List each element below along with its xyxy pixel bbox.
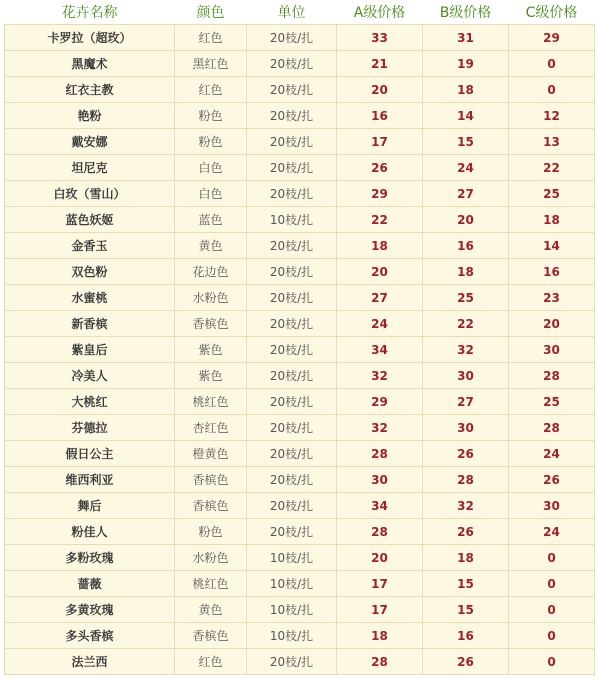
table-row [5,597,595,623]
a-price-cell: 21 [337,51,423,77]
header-b-price: B级价格 [423,0,509,25]
color-cell: 香槟色 [175,493,247,519]
a-price-cell: 17 [337,597,423,623]
color-cell: 红色 [175,25,247,51]
table-row [5,51,595,77]
b-price-cell: 19 [423,51,509,77]
a-price-cell: 32 [337,363,423,389]
b-price-cell: 26 [423,649,509,675]
unit-cell: 20枝/扎 [247,389,337,415]
b-price-cell: 30 [423,415,509,441]
unit-cell: 20枝/扎 [247,77,337,103]
b-price-cell: 15 [423,571,509,597]
b-price-cell: 15 [423,597,509,623]
unit-cell: 20枝/扎 [247,415,337,441]
c-price-cell: 28 [509,415,595,441]
table-row [5,155,595,181]
a-price-cell: 24 [337,311,423,337]
flower-name-cell: 维西利亚 [5,467,175,493]
c-price-cell: 29 [509,25,595,51]
c-price-cell: 30 [509,493,595,519]
unit-cell: 10枝/扎 [247,623,337,649]
c-price-cell: 26 [509,467,595,493]
c-price-cell: 28 [509,363,595,389]
flower-name-cell: 坦尼克 [5,155,175,181]
color-cell: 白色 [175,181,247,207]
flower-name-cell: 新香槟 [5,311,175,337]
color-cell: 水粉色 [175,285,247,311]
table-row [5,519,595,545]
table-row [5,389,595,415]
unit-cell: 20枝/扎 [247,25,337,51]
header-a-price: A级价格 [337,0,423,25]
b-price-cell: 18 [423,545,509,571]
c-price-cell: 0 [509,545,595,571]
table-row [5,623,595,649]
color-cell: 粉色 [175,103,247,129]
table-row [5,285,595,311]
table-row [5,493,595,519]
unit-cell: 20枝/扎 [247,129,337,155]
b-price-cell: 32 [423,337,509,363]
flower-name-cell: 双色粉 [5,259,175,285]
flower-name-cell: 红衣主教 [5,77,175,103]
a-price-cell: 17 [337,129,423,155]
a-price-cell: 33 [337,25,423,51]
table-row [5,415,595,441]
c-price-cell: 12 [509,103,595,129]
unit-cell: 20枝/扎 [247,493,337,519]
b-price-cell: 24 [423,155,509,181]
c-price-cell: 14 [509,233,595,259]
color-cell: 黄色 [175,233,247,259]
table-row [5,363,595,389]
b-price-cell: 16 [423,623,509,649]
b-price-cell: 32 [423,493,509,519]
color-cell: 香槟色 [175,467,247,493]
unit-cell: 10枝/扎 [247,207,337,233]
a-price-cell: 29 [337,181,423,207]
c-price-cell: 30 [509,337,595,363]
c-price-cell: 0 [509,77,595,103]
a-price-cell: 28 [337,441,423,467]
unit-cell: 20枝/扎 [247,51,337,77]
color-cell: 香槟色 [175,311,247,337]
table-row [5,103,595,129]
c-price-cell: 18 [509,207,595,233]
unit-cell: 20枝/扎 [247,233,337,259]
a-price-cell: 34 [337,493,423,519]
c-price-cell: 22 [509,155,595,181]
flower-name-cell: 黑魔术 [5,51,175,77]
color-cell: 桃红色 [175,389,247,415]
flower-name-cell: 假日公主 [5,441,175,467]
c-price-cell: 24 [509,441,595,467]
color-cell: 香槟色 [175,623,247,649]
b-price-cell: 20 [423,207,509,233]
a-price-cell: 27 [337,285,423,311]
color-cell: 橙黄色 [175,441,247,467]
color-cell: 红色 [175,77,247,103]
table-row [5,337,595,363]
c-price-cell: 0 [509,571,595,597]
color-cell: 白色 [175,155,247,181]
flower-name-cell: 大桃红 [5,389,175,415]
header-unit: 单位 [247,0,337,25]
a-price-cell: 18 [337,233,423,259]
unit-cell: 20枝/扎 [247,285,337,311]
flower-name-cell: 粉佳人 [5,519,175,545]
a-price-cell: 22 [337,207,423,233]
a-price-cell: 17 [337,571,423,597]
b-price-cell: 16 [423,233,509,259]
b-price-cell: 22 [423,311,509,337]
flower-name-cell: 白玫（雪山） [5,181,175,207]
color-cell: 紫色 [175,337,247,363]
b-price-cell: 15 [423,129,509,155]
a-price-cell: 16 [337,103,423,129]
header-row [5,0,595,25]
table-row [5,25,595,51]
table-body [5,25,595,675]
flower-name-cell: 多粉玫瑰 [5,545,175,571]
color-cell: 蓝色 [175,207,247,233]
a-price-cell: 20 [337,259,423,285]
table-row [5,233,595,259]
a-price-cell: 20 [337,545,423,571]
table-row [5,649,595,675]
flower-name-cell: 紫皇后 [5,337,175,363]
unit-cell: 20枝/扎 [247,259,337,285]
b-price-cell: 18 [423,259,509,285]
header-color: 颜色 [175,0,247,25]
table-row [5,545,595,571]
unit-cell: 20枝/扎 [247,649,337,675]
color-cell: 花边色 [175,259,247,285]
b-price-cell: 28 [423,467,509,493]
c-price-cell: 16 [509,259,595,285]
flower-name-cell: 多黄玫瑰 [5,597,175,623]
flower-name-cell: 多头香槟 [5,623,175,649]
unit-cell: 20枝/扎 [247,181,337,207]
color-cell: 水粉色 [175,545,247,571]
table-row [5,441,595,467]
b-price-cell: 27 [423,389,509,415]
color-cell: 桃红色 [175,571,247,597]
a-price-cell: 28 [337,649,423,675]
table-row [5,311,595,337]
a-price-cell: 30 [337,467,423,493]
unit-cell: 10枝/扎 [247,597,337,623]
a-price-cell: 26 [337,155,423,181]
table-row [5,77,595,103]
header-c-price: C级价格 [509,0,595,25]
color-cell: 黄色 [175,597,247,623]
table-row [5,571,595,597]
a-price-cell: 29 [337,389,423,415]
table-row [5,207,595,233]
b-price-cell: 27 [423,181,509,207]
flower-name-cell: 法兰西 [5,649,175,675]
unit-cell: 20枝/扎 [247,103,337,129]
unit-cell: 20枝/扎 [247,311,337,337]
flower-price-table [4,0,595,675]
table-row [5,129,595,155]
color-cell: 粉色 [175,129,247,155]
a-price-cell: 34 [337,337,423,363]
c-price-cell: 0 [509,649,595,675]
flower-name-cell: 蔷薇 [5,571,175,597]
c-price-cell: 0 [509,597,595,623]
unit-cell: 20枝/扎 [247,363,337,389]
c-price-cell: 20 [509,311,595,337]
table-row [5,181,595,207]
flower-name-cell: 冷美人 [5,363,175,389]
unit-cell: 20枝/扎 [247,155,337,181]
a-price-cell: 18 [337,623,423,649]
b-price-cell: 31 [423,25,509,51]
flower-name-cell: 戴安娜 [5,129,175,155]
unit-cell: 10枝/扎 [247,545,337,571]
unit-cell: 20枝/扎 [247,467,337,493]
c-price-cell: 24 [509,519,595,545]
b-price-cell: 30 [423,363,509,389]
unit-cell: 10枝/扎 [247,571,337,597]
flower-name-cell: 舞后 [5,493,175,519]
flower-name-cell: 卡罗拉（超玫） [5,25,175,51]
c-price-cell: 23 [509,285,595,311]
flower-name-cell: 艳粉 [5,103,175,129]
a-price-cell: 20 [337,77,423,103]
b-price-cell: 26 [423,441,509,467]
color-cell: 杏红色 [175,415,247,441]
c-price-cell: 13 [509,129,595,155]
b-price-cell: 18 [423,77,509,103]
table-row [5,467,595,493]
unit-cell: 20枝/扎 [247,441,337,467]
table-row [5,259,595,285]
b-price-cell: 25 [423,285,509,311]
c-price-cell: 25 [509,181,595,207]
header-flower-name: 花卉名称 [5,0,175,25]
b-price-cell: 14 [423,103,509,129]
unit-cell: 20枝/扎 [247,519,337,545]
c-price-cell: 0 [509,623,595,649]
c-price-cell: 25 [509,389,595,415]
table-header [5,0,595,25]
color-cell: 黑红色 [175,51,247,77]
color-cell: 粉色 [175,519,247,545]
flower-name-cell: 蓝色妖姬 [5,207,175,233]
a-price-cell: 32 [337,415,423,441]
flower-name-cell: 金香玉 [5,233,175,259]
color-cell: 紫色 [175,363,247,389]
unit-cell: 20枝/扎 [247,337,337,363]
flower-name-cell: 芬德拉 [5,415,175,441]
color-cell: 红色 [175,649,247,675]
a-price-cell: 28 [337,519,423,545]
c-price-cell: 0 [509,51,595,77]
b-price-cell: 26 [423,519,509,545]
flower-name-cell: 水蜜桃 [5,285,175,311]
